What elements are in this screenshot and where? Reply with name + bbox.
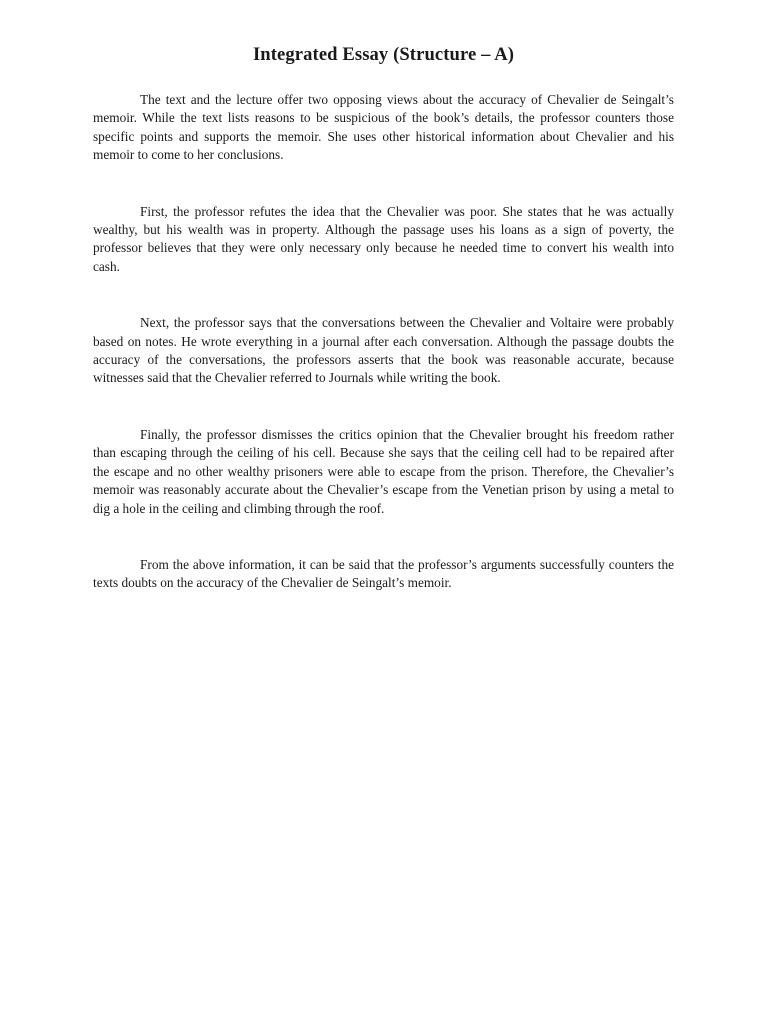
paragraph-introduction: The text and the lecture offer two opposing views about the accuracy of Chevalier de Seingalt’s memoir. While the text lists reasons to be suspicious of the book’s details, the professor counters those specific points and supports the memoir. She uses other historical information about Chevalier and his memoir to come to her conclusions. xyxy=(93,92,674,163)
paragraph-conclusion: From the above information, it can be said that the professor’s arguments successfully counters the texts doubts on the accuracy of the Chevalier de Seingalt’s memoir. xyxy=(93,556,674,591)
paragraph-third-point: Finally, the professor dismisses the critics opinion that the Chevalier brought his freedom rather than escaping through the ceiling of his cell. Because she says that the ceiling cell had to be repaired after the escape and no other wealthy prisoners were able to escape from the prison. Therefore, the Chevalier’s memoir was reasonably accurate about the Chevalier’s escape from the Venetian prison by using a metal to dig a hole in the ceiling and climbing through the roof. xyxy=(93,426,674,516)
paragraph-first-point: First, the professor refutes the idea that the Chevalier was poor. She states that he was actually wealthy, but his wealth was in property. Although the passage uses his loans as a sign of poverty, the professor believes that they were only necessary only because he needed time to convert his wealth into cash. xyxy=(93,203,674,274)
document-title: Integrated Essay (Structure – A) xyxy=(252,44,515,65)
paragraph-second-point: Next, the professor says that the conversations between the Chevalier and Voltaire were probably based on notes. He wrote everything in a journal after each conversation. Although the passage doubts the accuracy of the conversations, the professors asserts that the book was reasonable accurate, because witnesses said that the Chevalier referred to Journals while writing the book. xyxy=(93,315,674,386)
